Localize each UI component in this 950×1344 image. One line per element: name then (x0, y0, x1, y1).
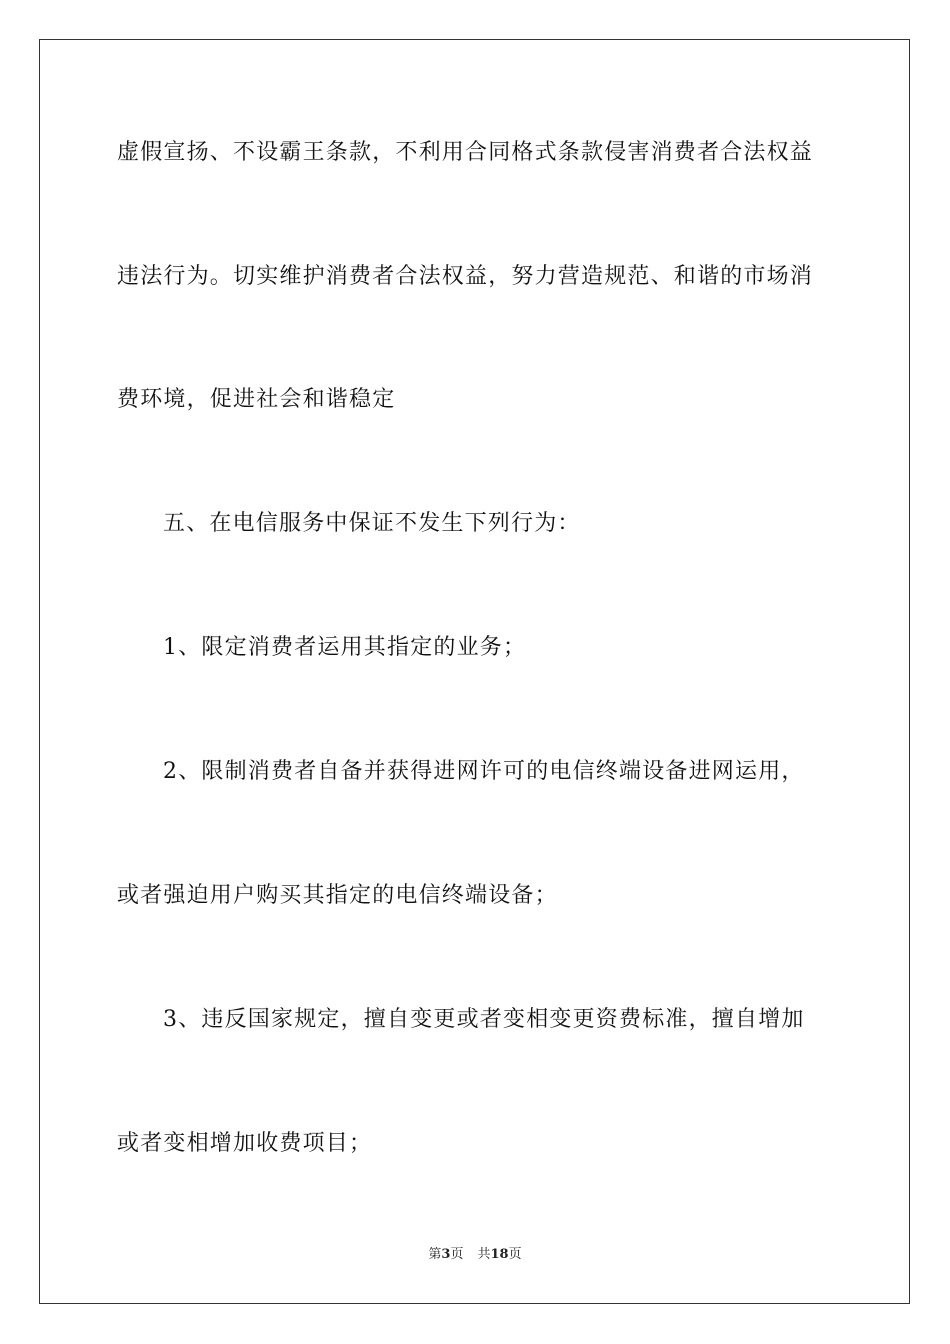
total-page-number: 18 (490, 1247, 509, 1262)
section-heading-5: 五、在电信服务中保证不发生下列行为： (163, 511, 581, 536)
page-suffix: 页 (450, 1247, 464, 1262)
list-item-1: 1、限定消费者运用其指定的业务； (163, 635, 527, 660)
list-item-3-continued: 或者变相增加收费项目； (117, 1131, 373, 1156)
body-text-line-3: 费环境，促进社会和谐稳定 (117, 387, 396, 412)
total-suffix: 页 (508, 1247, 522, 1262)
body-text-line-2: 违法行为。切实维护消费者合法权益，努力营造规范、和谐的市场消 (117, 264, 814, 289)
list-item-3: 3、违反国家规定，擅自变更或者变相变更资费标准，擅自增加 (163, 1007, 805, 1032)
body-text-line-1: 虚假宣扬、不设霸王条款，不利用合同格式条款侵害消费者合法权益 (117, 140, 814, 165)
page-border (39, 39, 910, 1304)
list-item-2-continued: 或者强迫用户购买其指定的电信终端设备； (117, 883, 558, 908)
list-item-2: 2、限制消费者自备并获得进网许可的电信终端设备进网运用， (163, 759, 805, 784)
current-page-number: 3 (441, 1247, 451, 1262)
total-prefix: 共 (477, 1247, 491, 1262)
page-prefix: 第 (428, 1247, 442, 1262)
page-footer (0, 1246, 950, 1264)
